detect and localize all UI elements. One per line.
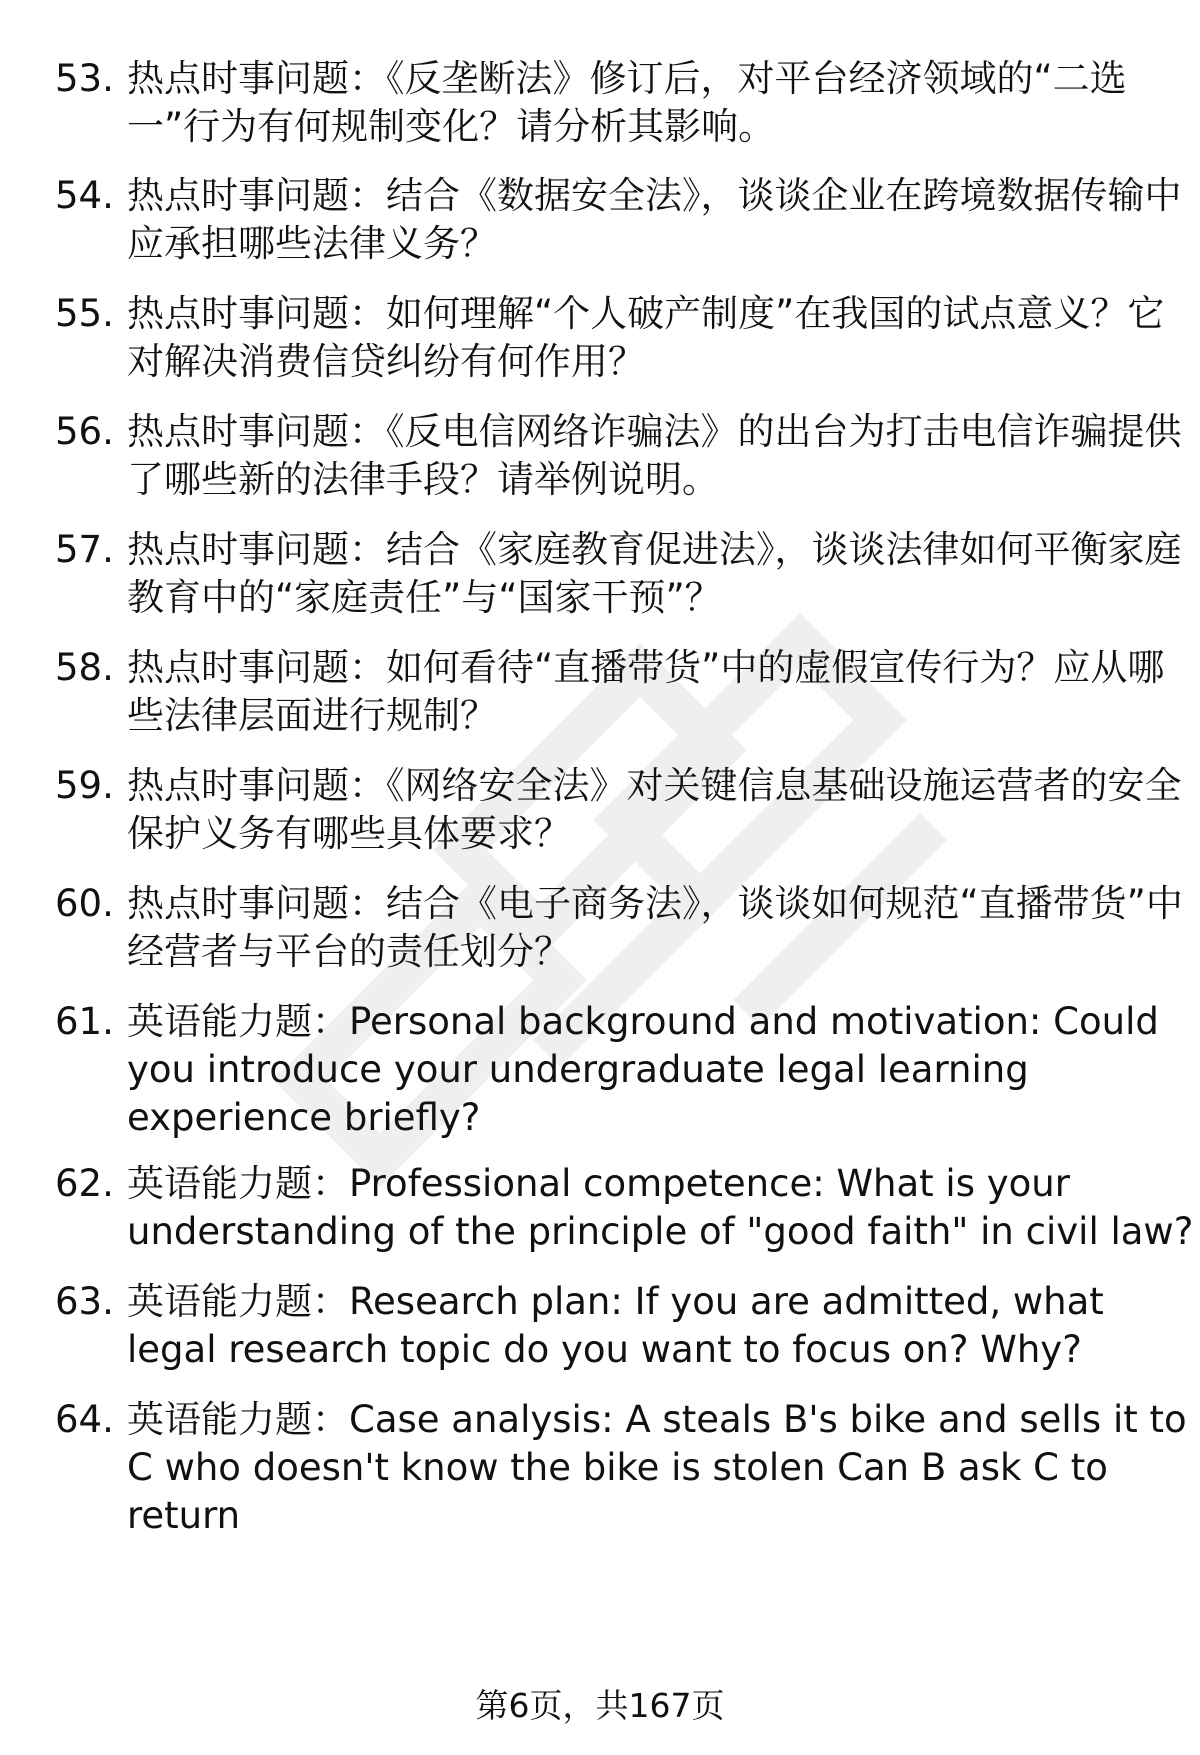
question-number: 61.: [55, 1000, 114, 1043]
question-text: 热点时事问题：结合《电子商务法》，谈谈如何规范“直播带货”中经营者与平台的责任划分？: [127, 882, 1183, 973]
question-text: 热点时事问题：《反电信网络诈骗法》的出台为打击电信诈骗提供了哪些新的法律手段？请举例说明。: [127, 410, 1182, 501]
question-text: 热点时事问题：结合《数据安全法》，谈谈企业在跨境数据传输中应承担哪些法律义务？: [127, 174, 1182, 265]
question-text: 热点时事问题：结合《家庭教育促进法》，谈谈法律如何平衡家庭教育中的“家庭责任”与“国家干预”？: [127, 528, 1182, 619]
question-text: 英语能力题：Research plan: If you are admitted, what legal research topic do you want to focus on? Why?: [127, 1280, 1104, 1371]
question-number: 54.: [55, 174, 114, 217]
question-text: 热点时事问题：《网络安全法》对关键信息基础设施运营者的安全保护义务有哪些具体要求？: [127, 764, 1182, 855]
question-number: 55.: [55, 292, 114, 335]
question-number: 53.: [55, 57, 114, 100]
question-number: 57.: [55, 528, 114, 571]
page-footer: 第6页，共167页: [475, 1686, 725, 1725]
question-number: 60.: [55, 882, 114, 925]
question-text: 热点时事问题：《反垄断法》修订后，对平台经济领域的“二选一”行为有何规制变化？请分析其影响。: [127, 57, 1127, 148]
question-text: 英语能力题：Personal background and motivation: Could you introduce your undergraduate legal learning experience briefly?: [127, 1000, 1159, 1139]
question-text: 热点时事问题：如何理解“个人破产制度”在我国的试点意义？它对解决消费信贷纠纷有何作用？: [127, 292, 1165, 383]
question-number: 64.: [55, 1398, 114, 1441]
question-number: 59.: [55, 764, 114, 807]
question-number: 62.: [55, 1162, 114, 1205]
question-text: 英语能力题：Case analysis: A steals B's bike and sells it to C who doesn't know the bike is stolen Can B ask C to return: [127, 1398, 1187, 1537]
question-text: 英语能力题：Professional competence: What is your understanding of the principle of "good faith" in civil law?: [127, 1162, 1194, 1253]
question-number: 63.: [55, 1280, 114, 1323]
question-text: 热点时事问题：如何看待“直播带货”中的虚假宣传行为？应从哪些法律层面进行规制？: [127, 646, 1165, 737]
question-number: 56.: [55, 410, 114, 453]
question-number: 58.: [55, 646, 114, 689]
